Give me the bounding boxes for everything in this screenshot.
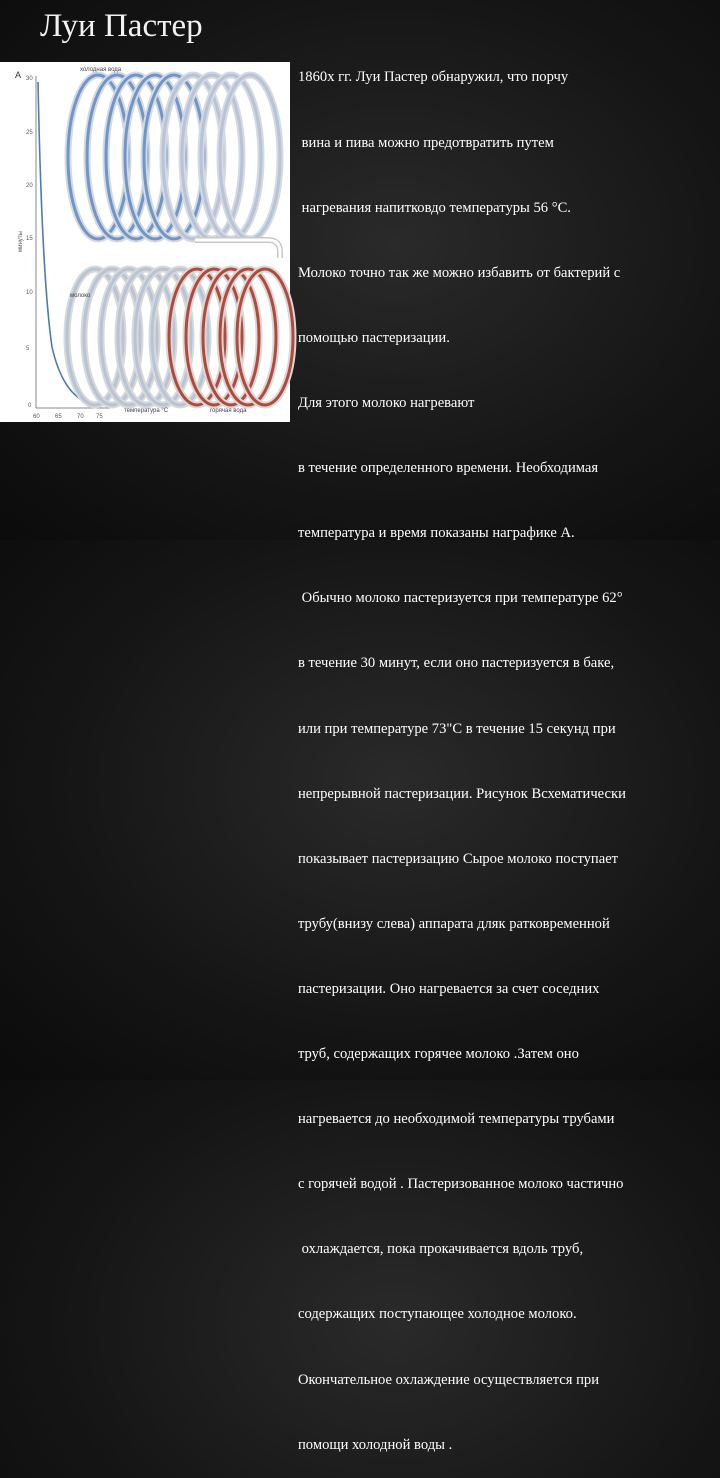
body-line: помощи холодной воды .	[298, 1436, 453, 1453]
x-tick: 65	[55, 414, 62, 420]
x-tick: 70	[77, 414, 84, 420]
x-tick: 75	[96, 414, 103, 420]
body-text	[298, 24, 708, 1478]
body-line: вина и пива можно предотвратить путем	[298, 134, 554, 151]
y-axis-label: минуты	[18, 231, 24, 252]
y-tick: 25	[26, 130, 33, 136]
temperature-label: температура °C	[124, 408, 169, 414]
pasteurization-figure	[0, 62, 290, 422]
hot-water-label: горячая вода	[210, 408, 247, 414]
body-line: в течение 30 минут, если оно пастеризуется в баке,	[298, 655, 615, 672]
body-line: 1860х гг. Луи Пастер обнаружил, что порчу	[298, 69, 569, 86]
body-line: нагревания напитковдо температуры 56 °С.	[298, 199, 571, 216]
milk-label: молоко	[70, 293, 91, 299]
body-line: нагревается до необходимой температуры трубами	[298, 1111, 615, 1128]
y-tick: 10	[26, 290, 33, 296]
body-line: трубу(внизу слева) аппарата дляк ратковременной	[298, 915, 610, 932]
y-tick: 5	[26, 346, 30, 352]
body-line: помощью пастеризации.	[298, 329, 450, 346]
x-tick: 60	[33, 414, 40, 420]
y-tick-labels	[26, 76, 33, 409]
body-line: Молоко точно так же можно избавить от бактерий с	[298, 264, 621, 281]
body-line: с горячей водой . Пастеризованное молоко частично	[298, 1176, 624, 1193]
x-tick-labels	[33, 414, 103, 420]
connecting-pipe	[195, 240, 280, 258]
body-line: пастеризации. Оно нагревается за счет соседних	[298, 980, 600, 997]
panel-label: А	[15, 70, 22, 80]
cold-water-label: холодная вода	[80, 67, 122, 73]
body-line: или при температуре 73"С в течение 15 секунд при	[298, 720, 616, 737]
body-line: температура и время показаны награфике А.	[298, 525, 575, 542]
body-line: показывает пастеризацию Сырое молоко поступает	[298, 850, 619, 867]
body-line: Обычно молоко пастеризуется при температуре 62°	[298, 590, 623, 607]
body-line: непрерывной пастеризации. Рисунок Всхематически	[298, 785, 626, 802]
body-line: труб, содержащих горячее молоко .Затем оно	[298, 1046, 579, 1063]
y-tick: 30	[26, 76, 33, 82]
pasteurization-diagram	[0, 62, 290, 422]
y-tick: 15	[26, 236, 33, 242]
body-line: в течение определенного времени. Необходимая	[298, 460, 599, 477]
y-tick: 20	[26, 183, 33, 189]
body-line: Окончательное охлаждение осуществляется при	[298, 1371, 600, 1388]
body-line: содержащих поступающее холодное молоко.	[298, 1306, 577, 1323]
body-line: охлаждается, пока прокачивается вдоль труб,	[298, 1241, 584, 1258]
slide-title: Луи Пастер	[40, 8, 203, 44]
y-tick: 0	[28, 403, 32, 409]
body-line: Для этого молоко нагревают	[298, 394, 475, 411]
